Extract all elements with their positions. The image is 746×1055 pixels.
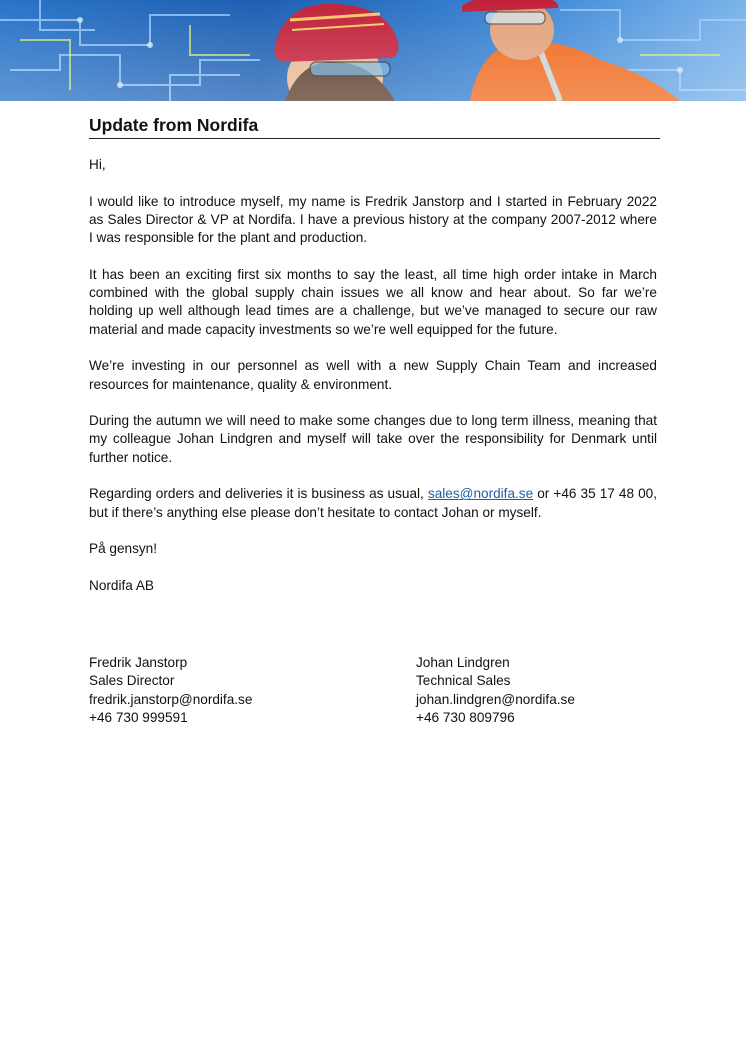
closing-greeting: På gensyn! (89, 541, 158, 557)
page-title: Update from Nordifa (89, 114, 660, 139)
greeting: Hi, (89, 157, 106, 172)
letter-body (89, 156, 657, 613)
signature-name: Fredrik Janstorp (89, 655, 188, 670)
signature-johan (416, 654, 575, 727)
paragraph-introduction: I would like to introduce myself, my name is Fredrik Janstorp and I started in February 2022 as Sales Director & VP at Nordifa. I have a previous history at the company 2007-2012 where I was responsible for the plant and production. (89, 193, 657, 246)
signature-email: fredrik.janstorp@nordifa.se (89, 691, 253, 707)
signature-phone: +46 730 809796 (416, 709, 515, 725)
signature-name: Johan Lindgren (416, 655, 510, 670)
sales-email-link[interactable]: sales@nordifa.se (427, 486, 534, 502)
company-name: Nordifa AB (89, 577, 154, 593)
signature-fredrik (89, 654, 252, 727)
paragraph-investing: We’re investing in our personnel as well with a new Supply Chain Team and increased resources for maintenance, quality & environment. (89, 358, 657, 392)
paragraph-orders (89, 485, 657, 522)
signature-role: Technical Sales (416, 673, 511, 689)
signature-email: johan.lindgren@nordifa.se (416, 691, 575, 707)
orders-text-after: or +46 35 17 48 00, but if there’s anything else please don’t hesitate to contact Johan or myself. (89, 486, 657, 520)
paragraph-autumn-changes: During the autumn we will need to make some changes due to long term illness, meaning that my colleague Johan Lindgren and myself will take over the responsibility for Denmark until further notice. (89, 413, 657, 465)
signature-role: Sales Director (89, 673, 175, 689)
paragraph-first-months: It has been an exciting first six months to say the least, all time high order intake in March combined with the global supply chain issues we all know and hear about. So far we’re holding up well although lead times are a challenge, but we’ve managed to secure our raw material and made capacity investments so we’re well equipped for the future. (89, 266, 657, 337)
orders-text-before: Regarding orders and deliveries it is business as usual, (89, 486, 428, 502)
header-banner-photo (0, 0, 746, 101)
signature-phone: +46 730 999591 (89, 709, 188, 725)
